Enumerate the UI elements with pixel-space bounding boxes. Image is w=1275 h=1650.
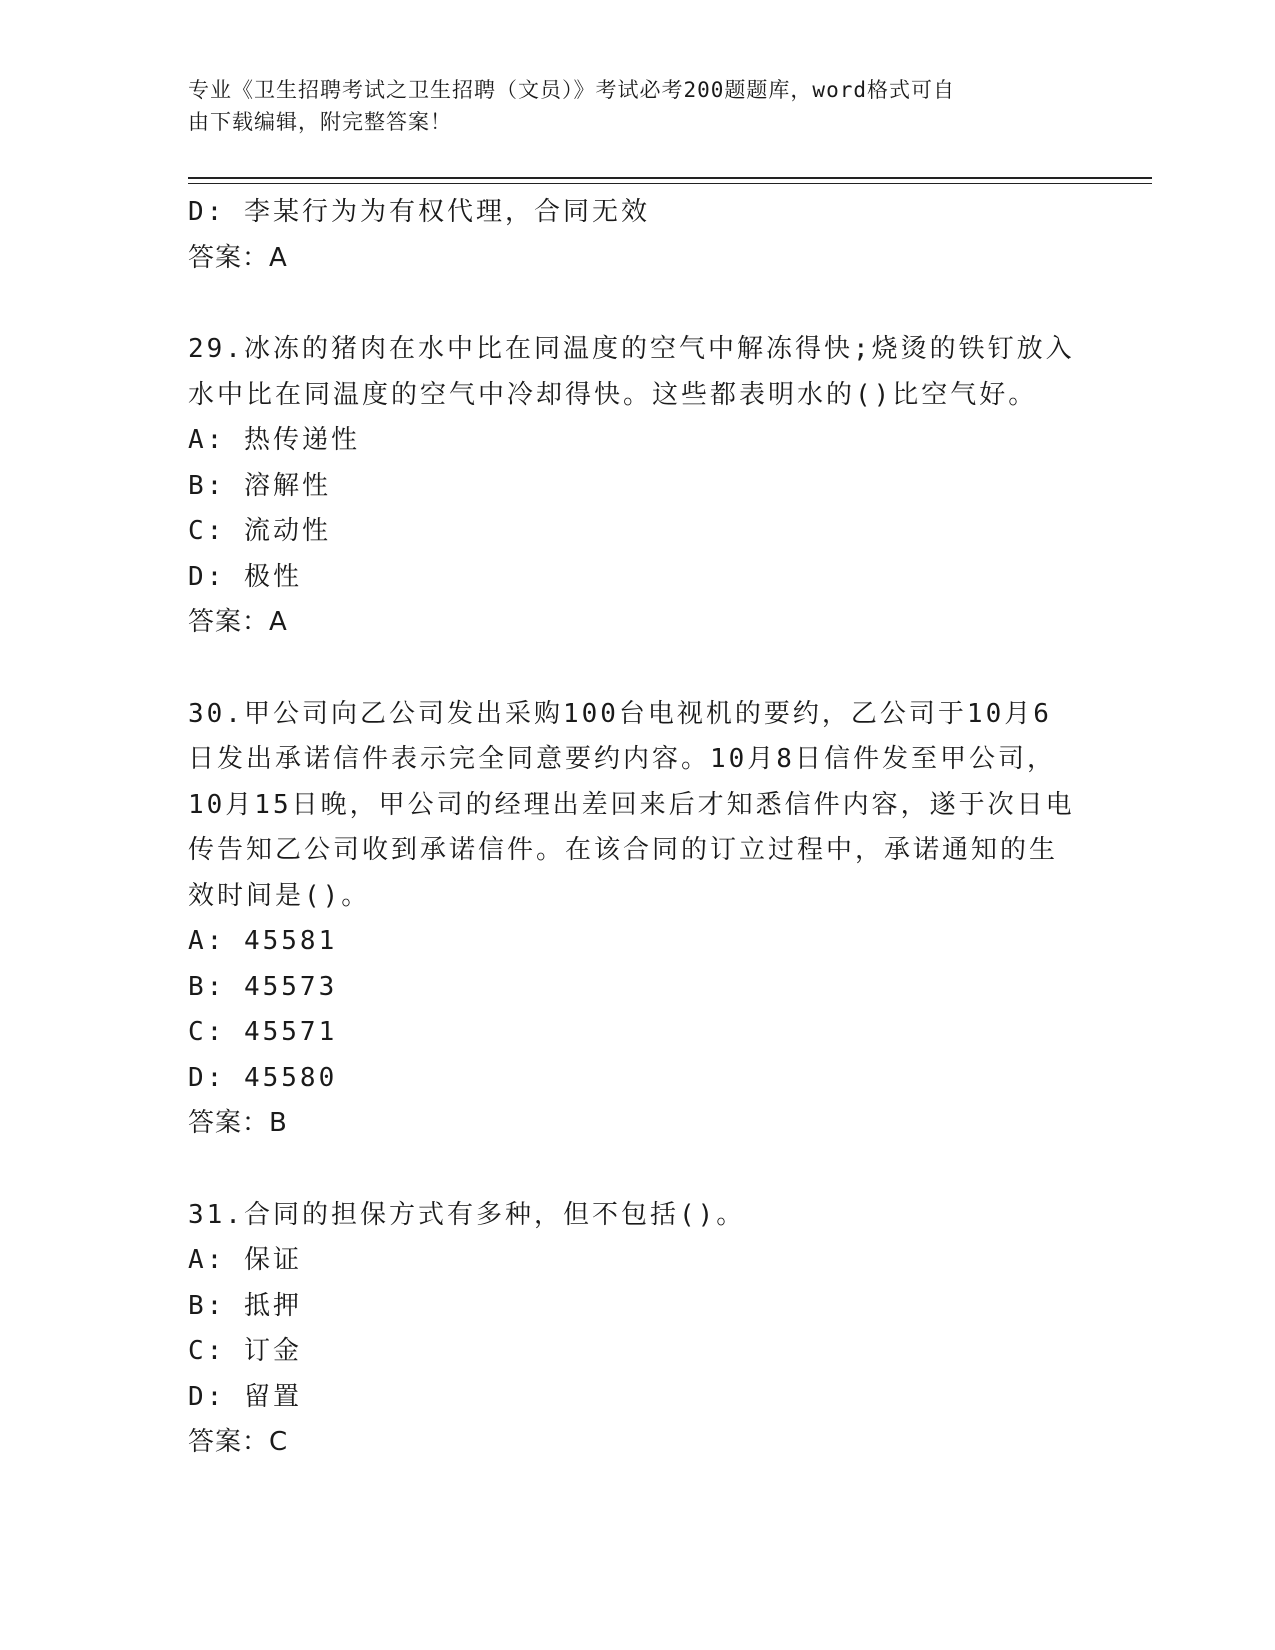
question-30-option-a: A: 45581 [188,926,338,956]
question-29-text-2: 水中比在同温度的空气中冷却得快。这些都表明水的()比空气好。 [188,379,1038,410]
question-30-option-c: C: 45571 [188,1017,338,1047]
question-31-text-1: 31.合同的担保方式有多种，但不包括()。 [188,1199,746,1230]
option-d: D: 李某行为为有权代理，合同无效 [188,197,650,227]
question-29-option-d: D: 极性 [188,561,302,592]
question-31 [188,1193,1088,1466]
question-29-answer: 答案：A [188,607,288,637]
header-line-2: 由下载编辑，附完整答案！ [188,110,452,134]
question-31-option-a: A: 保证 [188,1245,302,1275]
question-30-text-3: 10月15日晚，甲公司的经理出差回来后才知悉信件内容，遂于次日电 [188,789,1075,820]
previous-question-tail [188,190,1088,281]
question-30-option-d: D: 45580 [188,1062,338,1093]
header-rule-thick [188,177,1152,179]
question-30-text-5: 效时间是()。 [188,880,371,911]
question-29 [188,327,1088,646]
question-31-option-b: B: 抵押 [188,1290,302,1321]
question-30-answer: 答案：B [188,1108,288,1138]
question-29-option-c: C: 流动性 [188,516,331,546]
document-header [188,74,1068,138]
header-line-1: 专业《卫生招聘考试之卫生招聘（文员）》考试必考200题题库，word格式可自 [188,78,955,102]
answer-line: 答案：A [188,242,288,273]
question-30-option-b: B: 45573 [188,971,338,1002]
question-29-option-a: A: 热传递性 [188,425,360,455]
question-30-text-4: 传告知乙公司收到承诺信件。在该合同的订立过程中，承诺通知的生 [188,835,1059,865]
question-29-text-1: 29.冰冻的猪肉在水中比在同温度的空气中解冻得快;烧烫的铁钉放入 [188,334,1075,364]
question-31-option-c: C: 订金 [188,1336,302,1366]
question-30-text-1: 30.甲公司向乙公司发出采购100台电视机的要约，乙公司于10月6 [188,698,1052,729]
question-29-option-b: B: 溶解性 [188,470,331,501]
document-body [188,190,1088,1466]
question-31-option-d: D: 留置 [188,1381,302,1412]
header-rule-thin [188,183,1152,184]
question-30 [188,692,1088,1147]
question-30-text-2: 日发出承诺信件表示完全同意要约内容。10月8日信件发至甲公司， [188,744,1056,774]
question-31-answer: 答案：C [188,1427,289,1457]
